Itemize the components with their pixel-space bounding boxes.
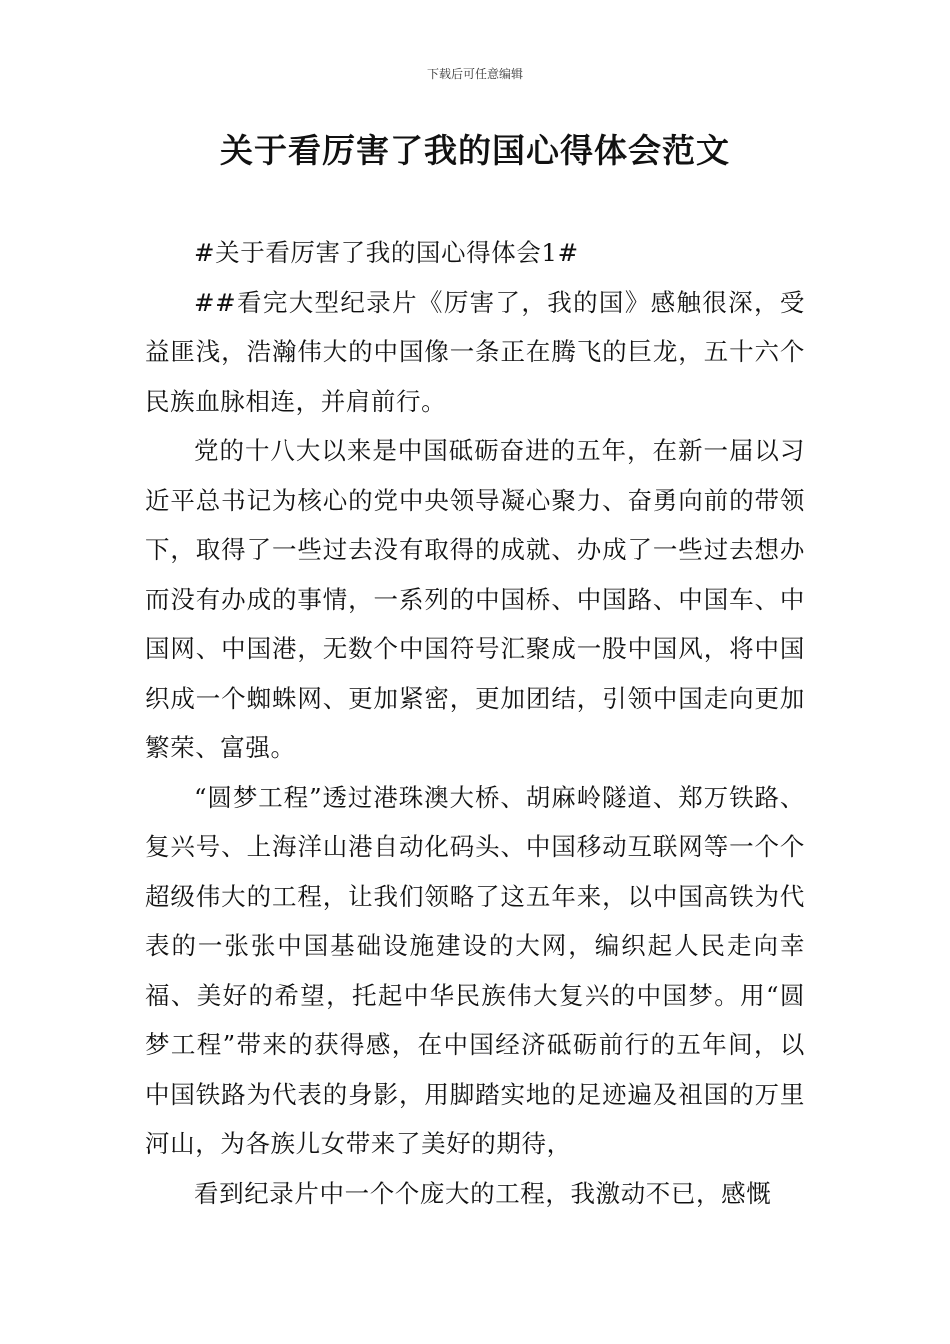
document-body <box>145 228 805 1218</box>
paragraph-heading: #关于看厉害了我的国心得体会1# <box>194 238 579 267</box>
paragraph: “圆梦工程”透过港珠澳大桥、胡麻岭隧道、郑万铁路、复兴号、上海洋山港自动化码头、中国移动互联网等一个个超级伟大的工程，让我们领略了这五年来，以中国高铁为代表的一张张中国基础设施建设的大网，编织起人民走向幸福、美好的希望，托起中华民族伟大复兴的中国梦。用“圆梦工程”带来的获得感，在中国经济砥砺前行的五年间，以中国铁路为代表的身影，用脚踏实地的足迹遍及祖国的万里河山，为各族儿女带来了美好的期待， <box>145 782 805 1158</box>
header-note: 下载后可任意编辑 <box>426 67 523 81</box>
document-title: 关于看厉害了我的国心得体会范文 <box>220 131 730 170</box>
paragraph: ##看完大型纪录片《厉害了，我的国》感触很深，受益匪浅，浩瀚伟大的中国像一条正在腾飞的巨龙，五十六个民族血脉相连，并肩前行。 <box>145 287 805 416</box>
paragraph: 党的十八大以来是中国砥砺奋进的五年，在新一届以习近平总书记为核心的党中央领导凝心聚力、奋勇向前的带领下，取得了一些过去没有取得的成就、办成了一些过去想办而没有办成的事情，一系列的中国桥、中国路、中国车、中国网、中国港，无数个中国符号汇聚成一股中国风，将中国织成一个蜘蛛网、更加紧密，更加团结，引领中国走向更加繁荣、富强。 <box>145 436 805 762</box>
paragraph: 看到纪录片中一个个庞大的工程，我激动不已，感慨 <box>194 1178 772 1208</box>
